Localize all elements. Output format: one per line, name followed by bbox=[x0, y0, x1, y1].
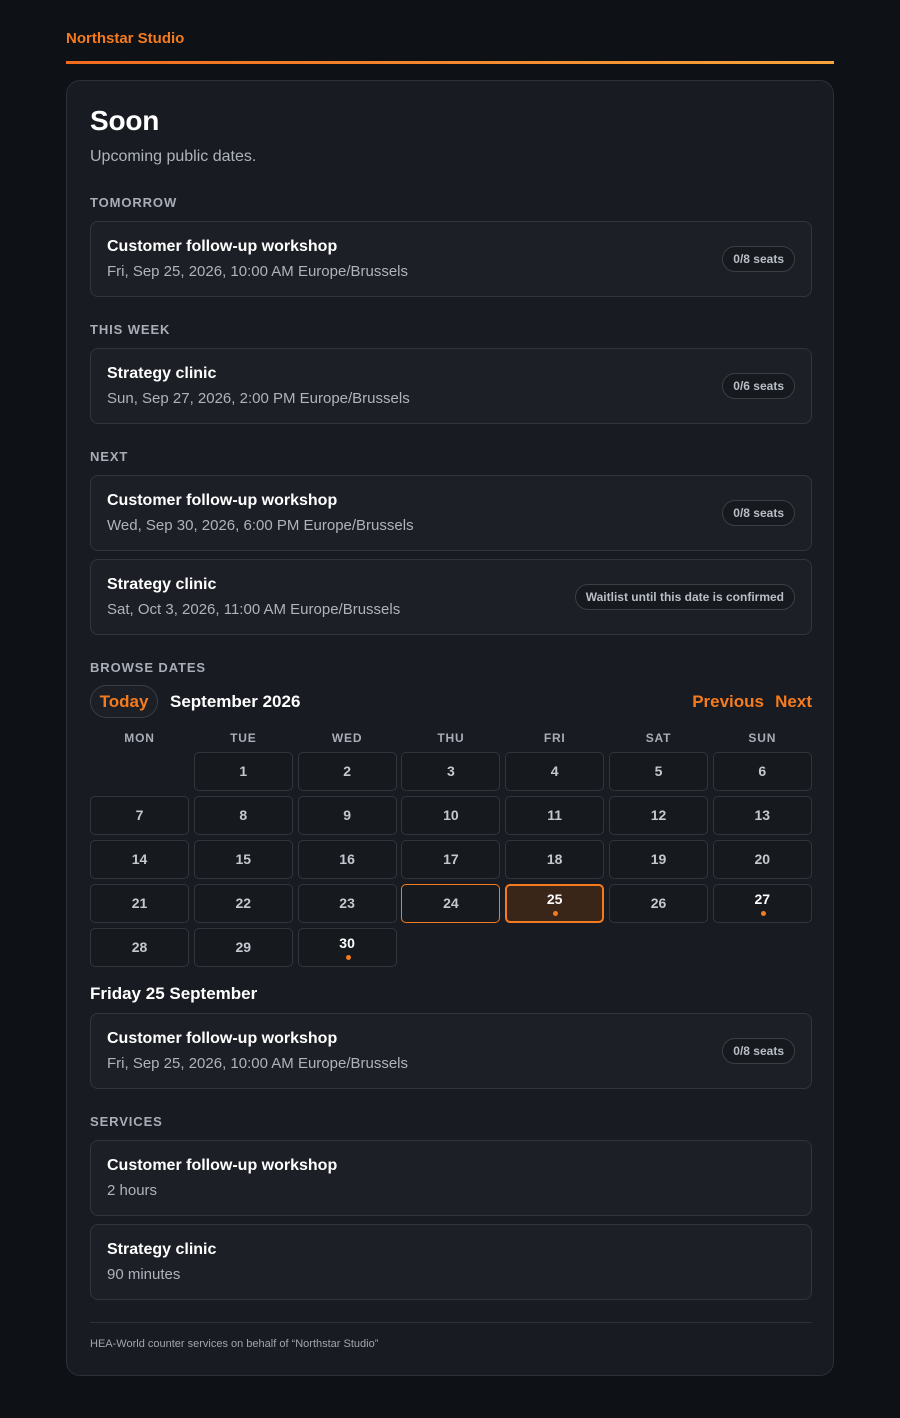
calendar-day-16[interactable] bbox=[298, 840, 397, 879]
today-button[interactable]: Today bbox=[90, 685, 158, 718]
service-title: Customer follow-up workshop bbox=[107, 1157, 338, 1174]
calendar-day-28[interactable] bbox=[90, 928, 189, 967]
calendar-day-13[interactable] bbox=[713, 796, 812, 835]
calendar-day-number: 21 bbox=[131, 895, 148, 911]
event-datetime: Sun, Sep 27, 2026, 2:00 PM Europe/Brussels bbox=[107, 390, 410, 407]
waitlist-badge: Waitlist until this date is confirmed bbox=[575, 584, 795, 610]
calendar-day-27[interactable] bbox=[713, 884, 812, 923]
calendar-day-7[interactable] bbox=[90, 796, 189, 835]
calendar-day-24[interactable] bbox=[401, 884, 500, 923]
calendar-day-number: 6 bbox=[758, 763, 767, 779]
calendar-day-number: 13 bbox=[754, 807, 771, 823]
calendar-day-number: 3 bbox=[446, 763, 455, 779]
event-title: Customer follow-up workshop bbox=[107, 492, 338, 509]
calendar-day-17[interactable] bbox=[401, 840, 500, 879]
service-duration: 90 minutes bbox=[107, 1266, 181, 1283]
seats-badge: 0/8 seats bbox=[722, 500, 795, 526]
calendar-day-10[interactable] bbox=[401, 796, 500, 835]
seats-badge: 0/8 seats bbox=[722, 1038, 795, 1064]
event-dot-icon bbox=[553, 911, 558, 916]
calendar-day-18[interactable] bbox=[505, 840, 604, 879]
weekday-header-thu: THU bbox=[437, 731, 465, 745]
calendar-day-number: 20 bbox=[754, 851, 771, 867]
calendar-day-number: 18 bbox=[546, 851, 563, 867]
calendar-day-number: 10 bbox=[443, 807, 459, 823]
calendar-day-22[interactable] bbox=[194, 884, 293, 923]
calendar-day-11[interactable] bbox=[505, 796, 604, 835]
event-datetime: Wed, Sep 30, 2026, 6:00 PM Europe/Brussels bbox=[107, 517, 414, 534]
previous-month-button[interactable]: Previous bbox=[692, 692, 764, 711]
calendar-day-number: 23 bbox=[339, 895, 355, 911]
calendar-day-15[interactable] bbox=[194, 840, 293, 879]
section-label-next: NEXT bbox=[90, 449, 129, 464]
calendar-day-number: 9 bbox=[343, 807, 351, 823]
calendar-day-21[interactable] bbox=[90, 884, 189, 923]
event-card[interactable] bbox=[90, 348, 812, 424]
service-title: Strategy clinic bbox=[107, 1241, 217, 1258]
calendar-day-3[interactable] bbox=[401, 752, 500, 791]
calendar-day-number: 27 bbox=[754, 891, 771, 907]
event-title: Strategy clinic bbox=[107, 365, 217, 382]
calendar-day-number: 14 bbox=[131, 851, 148, 867]
event-card[interactable] bbox=[90, 221, 812, 297]
calendar-day-number: 29 bbox=[235, 939, 252, 955]
service-duration: 2 hours bbox=[107, 1182, 158, 1199]
section-label-tomorrow: TOMORROW bbox=[90, 195, 178, 210]
main-card bbox=[66, 80, 834, 1376]
weekday-header-sat: SAT bbox=[645, 731, 672, 745]
calendar-day-number: 28 bbox=[131, 939, 148, 955]
section-label-browse-dates: BROWSE DATES bbox=[90, 660, 207, 675]
footer-divider bbox=[90, 1322, 812, 1323]
brand-accent-rule bbox=[66, 61, 834, 64]
calendar-day-number: 12 bbox=[650, 807, 667, 823]
calendar-day-2[interactable] bbox=[298, 752, 397, 791]
calendar-day-number: 8 bbox=[239, 807, 248, 823]
calendar-day-29[interactable] bbox=[194, 928, 293, 967]
calendar-header bbox=[90, 685, 812, 719]
calendar-day-20[interactable] bbox=[713, 840, 812, 879]
calendar-day-19[interactable] bbox=[609, 840, 708, 879]
weekday-header-mon: MON bbox=[124, 731, 155, 745]
calendar-day-25[interactable] bbox=[505, 884, 604, 923]
event-card[interactable] bbox=[90, 475, 812, 551]
next-month-button[interactable]: Next bbox=[775, 692, 812, 711]
calendar-day-number: 5 bbox=[654, 763, 663, 779]
event-card[interactable] bbox=[90, 559, 812, 635]
calendar-day-number: 1 bbox=[239, 763, 248, 779]
section-label-services: SERVICES bbox=[90, 1114, 163, 1129]
calendar-day-number: 11 bbox=[547, 807, 563, 823]
selected-day-heading: Friday 25 September bbox=[90, 984, 258, 1003]
seats-badge: 0/6 seats bbox=[722, 373, 795, 399]
calendar-day-number: 22 bbox=[235, 895, 252, 911]
calendar-day-number: 26 bbox=[650, 895, 667, 911]
weekday-header-wed: WED bbox=[331, 731, 363, 745]
calendar-day-14[interactable] bbox=[90, 840, 189, 879]
weekday-header-sun: SUN bbox=[748, 731, 777, 745]
service-card[interactable] bbox=[90, 1224, 812, 1300]
weekday-header-fri: FRI bbox=[543, 731, 566, 745]
section-label-this-week: THIS WEEK bbox=[90, 322, 171, 337]
event-title: Strategy clinic bbox=[107, 576, 217, 593]
calendar-day-number: 17 bbox=[443, 851, 459, 867]
calendar-day-number: 19 bbox=[650, 851, 667, 867]
calendar-day-number: 16 bbox=[339, 851, 355, 867]
event-dot-icon bbox=[761, 911, 766, 916]
calendar-day-number: 2 bbox=[343, 763, 351, 779]
calendar-day-number: 24 bbox=[443, 895, 459, 911]
page-subtitle: Upcoming public dates. bbox=[90, 148, 257, 165]
event-title: Customer follow-up workshop bbox=[107, 238, 338, 255]
event-datetime: Fri, Sep 25, 2026, 10:00 AM Europe/Brussels bbox=[107, 1055, 409, 1072]
calendar-day-12[interactable] bbox=[609, 796, 708, 835]
calendar-day-30[interactable] bbox=[298, 928, 397, 967]
brand-name[interactable]: Northstar Studio bbox=[66, 30, 185, 47]
calendar-day-9[interactable] bbox=[298, 796, 397, 835]
event-datetime: Fri, Sep 25, 2026, 10:00 AM Europe/Brussels bbox=[107, 263, 409, 280]
service-card[interactable] bbox=[90, 1140, 812, 1216]
page-title: Soon bbox=[90, 105, 160, 136]
calendar-month-label: September 2026 bbox=[170, 692, 301, 711]
calendar-day-number: 7 bbox=[135, 807, 144, 823]
weekday-header-tue: TUE bbox=[230, 731, 257, 745]
event-title: Customer follow-up workshop bbox=[107, 1030, 338, 1047]
calendar-day-23[interactable] bbox=[298, 884, 397, 923]
calendar-day-4[interactable] bbox=[505, 752, 604, 791]
calendar-day-26[interactable] bbox=[609, 884, 708, 923]
calendar-day-6[interactable] bbox=[713, 752, 812, 791]
calendar-day-5[interactable] bbox=[609, 752, 708, 791]
seats-badge: 0/8 seats bbox=[722, 246, 795, 272]
calendar-day-number: 15 bbox=[235, 851, 252, 867]
calendar-day-1[interactable] bbox=[194, 752, 293, 791]
calendar-day-number: 25 bbox=[546, 891, 563, 907]
calendar-day-number: 30 bbox=[339, 935, 355, 951]
footer-text: HEA-World counter services on behalf of “Northstar Studio” bbox=[90, 1338, 379, 1350]
event-datetime: Sat, Oct 3, 2026, 11:00 AM Europe/Brussels bbox=[107, 601, 401, 618]
calendar-day-number: 4 bbox=[550, 763, 559, 779]
event-dot-icon bbox=[346, 955, 351, 960]
event-card[interactable] bbox=[90, 1013, 812, 1089]
calendar-day-8[interactable] bbox=[194, 796, 293, 835]
